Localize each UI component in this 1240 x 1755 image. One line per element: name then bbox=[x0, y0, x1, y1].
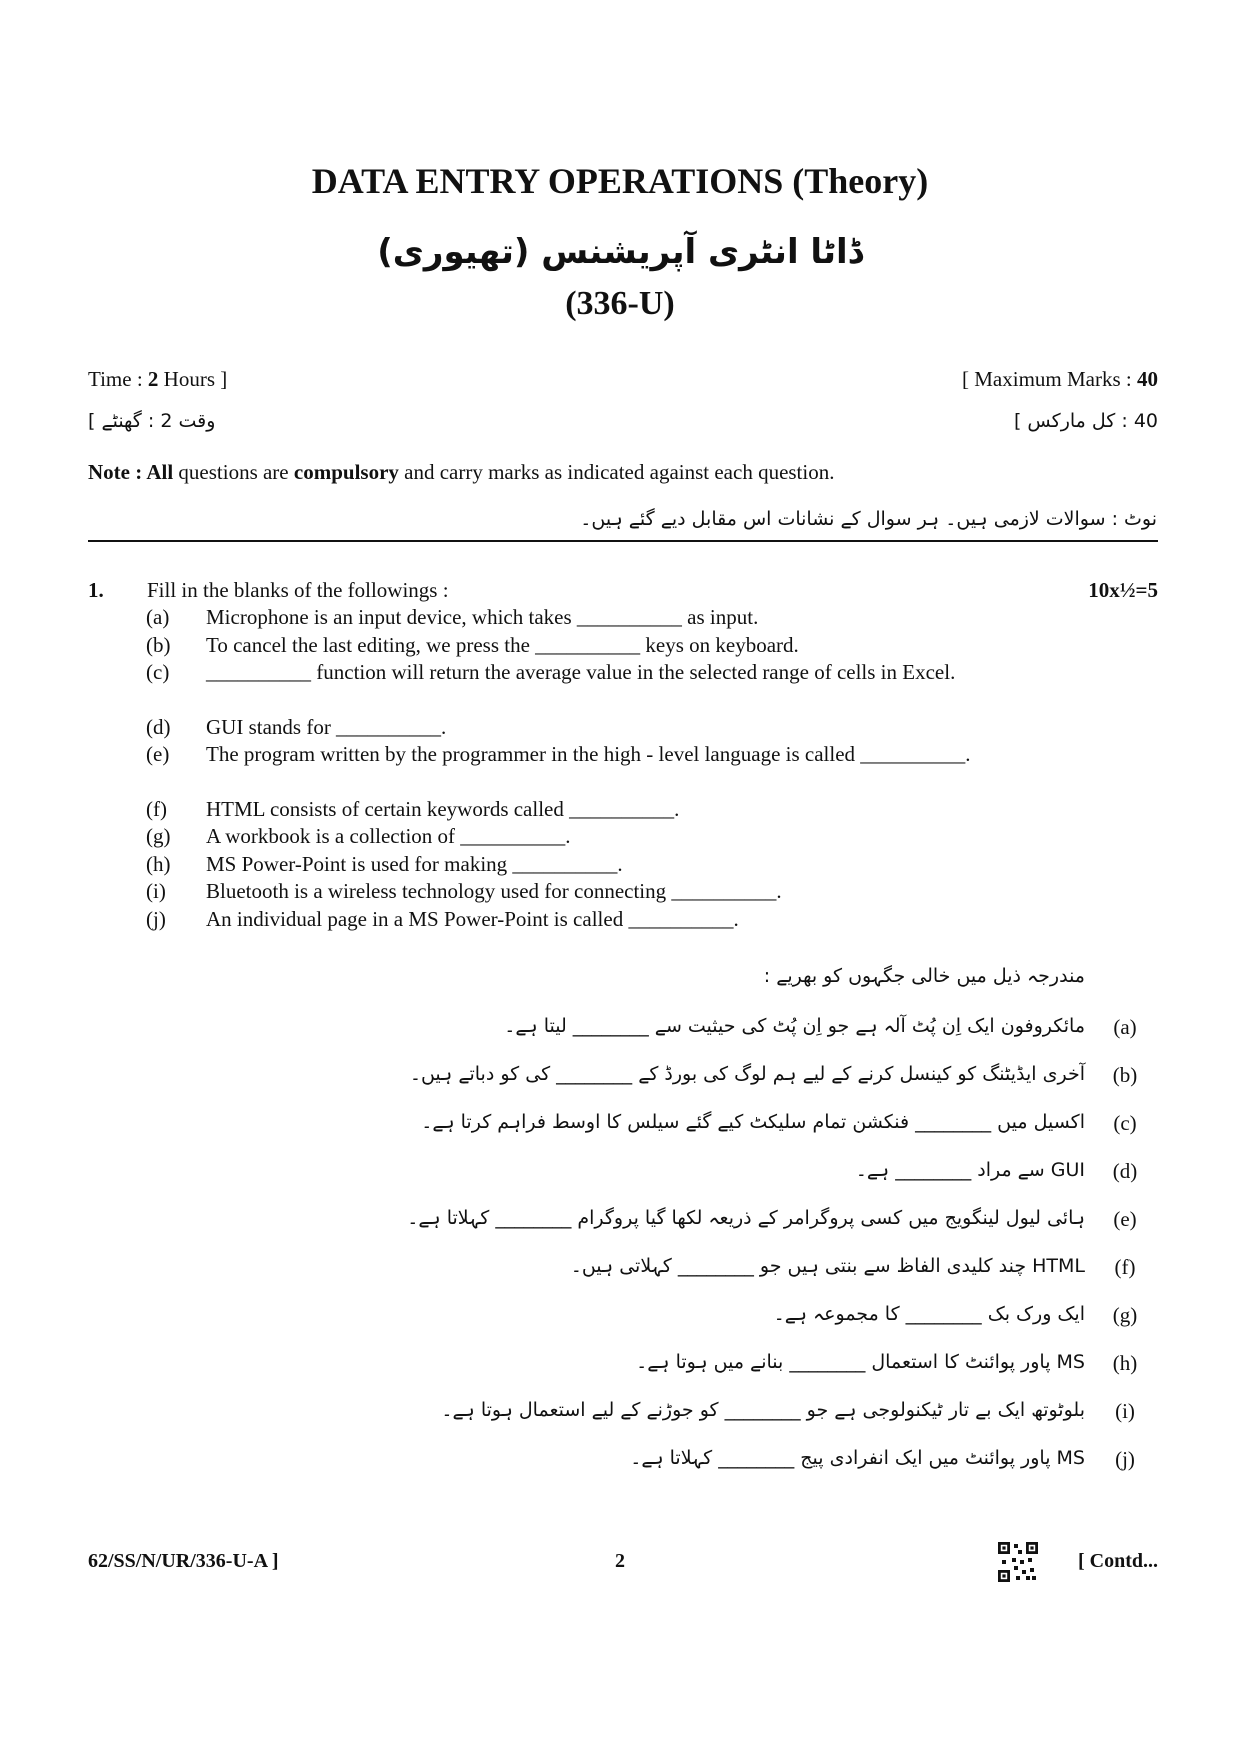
question-marks: 10x½=5 bbox=[1088, 578, 1158, 602]
paper-title-urdu: ڈاٹا انٹری آپریشنس (تھیوری) bbox=[377, 232, 863, 272]
question-item bbox=[146, 714, 1106, 741]
item-text: A workbook is a collection of __________. bbox=[206, 824, 571, 848]
question-item bbox=[146, 823, 1106, 850]
note-bold: compulsory bbox=[293, 460, 399, 484]
marks-label: [ Maximum Marks : bbox=[962, 367, 1137, 391]
qr-code-icon bbox=[998, 1542, 1038, 1582]
urdu-item bbox=[185, 1111, 1137, 1135]
page-number: 2 bbox=[615, 1550, 625, 1572]
urdu-item-label: (g) bbox=[1112, 1303, 1138, 1327]
urdu-item bbox=[185, 1351, 1138, 1375]
item-text: GUI stands for __________. bbox=[206, 715, 447, 739]
question-item bbox=[146, 878, 1106, 905]
divider bbox=[88, 540, 1158, 542]
urdu-item-label: (j) bbox=[1115, 1447, 1135, 1471]
item-label: (e) bbox=[146, 742, 170, 766]
item-text: The program written by the programmer in the high - level language is called __________. bbox=[206, 742, 971, 766]
question-item bbox=[146, 604, 1106, 631]
note-text-2: and carry marks as indicated against each question. bbox=[398, 460, 835, 484]
urdu-item-label: (f) bbox=[1114, 1255, 1136, 1279]
marks-info-urdu: 40 : کل مارکس ] bbox=[1013, 410, 1158, 432]
urdu-item-label: (c) bbox=[1113, 1111, 1137, 1135]
question-prompt: Fill in the blanks of the followings : bbox=[147, 578, 449, 602]
item-label: (c) bbox=[146, 660, 170, 684]
question-item bbox=[146, 851, 1106, 878]
question-item bbox=[146, 906, 1106, 933]
urdu-item bbox=[185, 1303, 1138, 1327]
urdu-item-label: (a) bbox=[1113, 1015, 1137, 1039]
item-text: __________ function will return the average value in the selected range of cells in Excel. bbox=[206, 660, 956, 684]
question-number: 1. bbox=[88, 578, 104, 602]
continued-label: [ Contd... bbox=[1077, 1550, 1158, 1572]
item-text: Microphone is an input device, which takes __________ as input. bbox=[206, 605, 759, 629]
time-info bbox=[88, 367, 227, 392]
urdu-item bbox=[185, 1063, 1138, 1087]
urdu-item-label: (e) bbox=[1113, 1207, 1137, 1231]
item-label: (f) bbox=[146, 797, 167, 821]
question-item bbox=[146, 796, 1106, 823]
note-urdu: نوٹ : سوالات لازمی ہیں۔ ہر سوال کے نشانات اس مقابل دیے گئے ہیں۔ bbox=[580, 508, 1157, 530]
urdu-item-text: MS پاور پوائنٹ کا استعمال ________ بنانے میں ہوتا ہے۔ bbox=[636, 1351, 1085, 1373]
question-item bbox=[146, 741, 1106, 768]
urdu-item bbox=[185, 1399, 1135, 1423]
urdu-item-label: (h) bbox=[1112, 1351, 1138, 1375]
item-text: HTML consists of certain keywords called __________. bbox=[206, 797, 680, 821]
note-label: Note : All bbox=[88, 460, 174, 484]
note bbox=[88, 460, 834, 485]
item-text: MS Power-Point is used for making __________. bbox=[206, 852, 623, 876]
urdu-item-label: (b) bbox=[1112, 1063, 1138, 1087]
item-label: (d) bbox=[146, 715, 171, 739]
urdu-item-text: GUI سے مراد ________ ہے۔ bbox=[855, 1159, 1085, 1181]
item-label: (b) bbox=[146, 633, 171, 657]
urdu-item-text: اکسیل میں ________ فنکشن تمام سلیکٹ کیے گئے سیلس کا اوسط فراہم کرتا ہے۔ bbox=[421, 1111, 1085, 1133]
item-label: (j) bbox=[146, 907, 166, 931]
urdu-item-text: بلوٹوتھ ایک بے تار ٹیکنولوجی ہے جو ________ کو جوڑنے کے لیے استعمال ہوتا ہے۔ bbox=[441, 1399, 1085, 1421]
item-text: Bluetooth is a wireless technology used for connecting __________. bbox=[206, 879, 782, 903]
urdu-item-text: MS پاور پوائنٹ میں ایک انفرادی پیج ________ کہلاتا ہے۔ bbox=[630, 1447, 1085, 1469]
footer-code: 62/SS/N/UR/336-U-A ] bbox=[88, 1550, 279, 1572]
urdu-prompt: مندرجہ ذیل میں خالی جگہوں کو بھریے : bbox=[763, 965, 1085, 987]
item-label: (g) bbox=[146, 824, 171, 848]
question-item bbox=[146, 659, 1106, 686]
marks-value: 40 bbox=[1137, 367, 1158, 391]
note-text-1: questions are bbox=[173, 460, 294, 484]
time-info-urdu: وقت 2 : گھنٹے ] bbox=[88, 410, 216, 432]
urdu-item bbox=[185, 1015, 1137, 1039]
urdu-item bbox=[185, 1255, 1136, 1279]
time-label: Time : bbox=[88, 367, 148, 391]
paper-title: DATA ENTRY OPERATIONS (Theory) bbox=[311, 161, 929, 201]
item-label: (h) bbox=[146, 852, 171, 876]
question-item bbox=[146, 632, 1106, 659]
item-label: (a) bbox=[146, 605, 170, 629]
item-text: To cancel the last editing, we press the __________ keys on keyboard. bbox=[206, 633, 799, 657]
marks-info bbox=[962, 367, 1158, 392]
urdu-item-text: ہائی لیول لینگویج میں کسی پروگرامر کے ذریعہ لکھا گیا پروگرام ________ کہلاتا ہے۔ bbox=[407, 1207, 1085, 1229]
urdu-item-text: آخری ایڈیٹنگ کو کینسل کرنے کے لیے ہم لوگ کی بورڈ کے ________ کی کو دباتے ہیں۔ bbox=[409, 1063, 1085, 1085]
urdu-item-text: ایک ورک بک ________ کا مجموعہ ہے۔ bbox=[773, 1303, 1085, 1325]
urdu-item bbox=[185, 1207, 1137, 1231]
paper-code: (336-U) bbox=[565, 285, 675, 322]
item-label: (i) bbox=[146, 879, 166, 903]
time-unit: Hours ] bbox=[158, 367, 228, 391]
urdu-item bbox=[185, 1447, 1135, 1471]
urdu-item-label: (d) bbox=[1112, 1159, 1138, 1183]
urdu-item-label: (i) bbox=[1115, 1399, 1135, 1423]
urdu-item bbox=[185, 1159, 1138, 1183]
time-value: 2 bbox=[147, 367, 159, 391]
urdu-item-text: HTML چند کلیدی الفاظ سے بنتی ہیں جو ________ کہلاتی ہیں۔ bbox=[570, 1255, 1085, 1277]
urdu-item-text: مائکروفون ایک اِن پُٹ آلہ ہے جو اِن پُٹ کی حیثیت سے ________ لیتا ہے۔ bbox=[504, 1015, 1085, 1037]
item-text: An individual page in a MS Power-Point is called __________. bbox=[206, 907, 739, 931]
